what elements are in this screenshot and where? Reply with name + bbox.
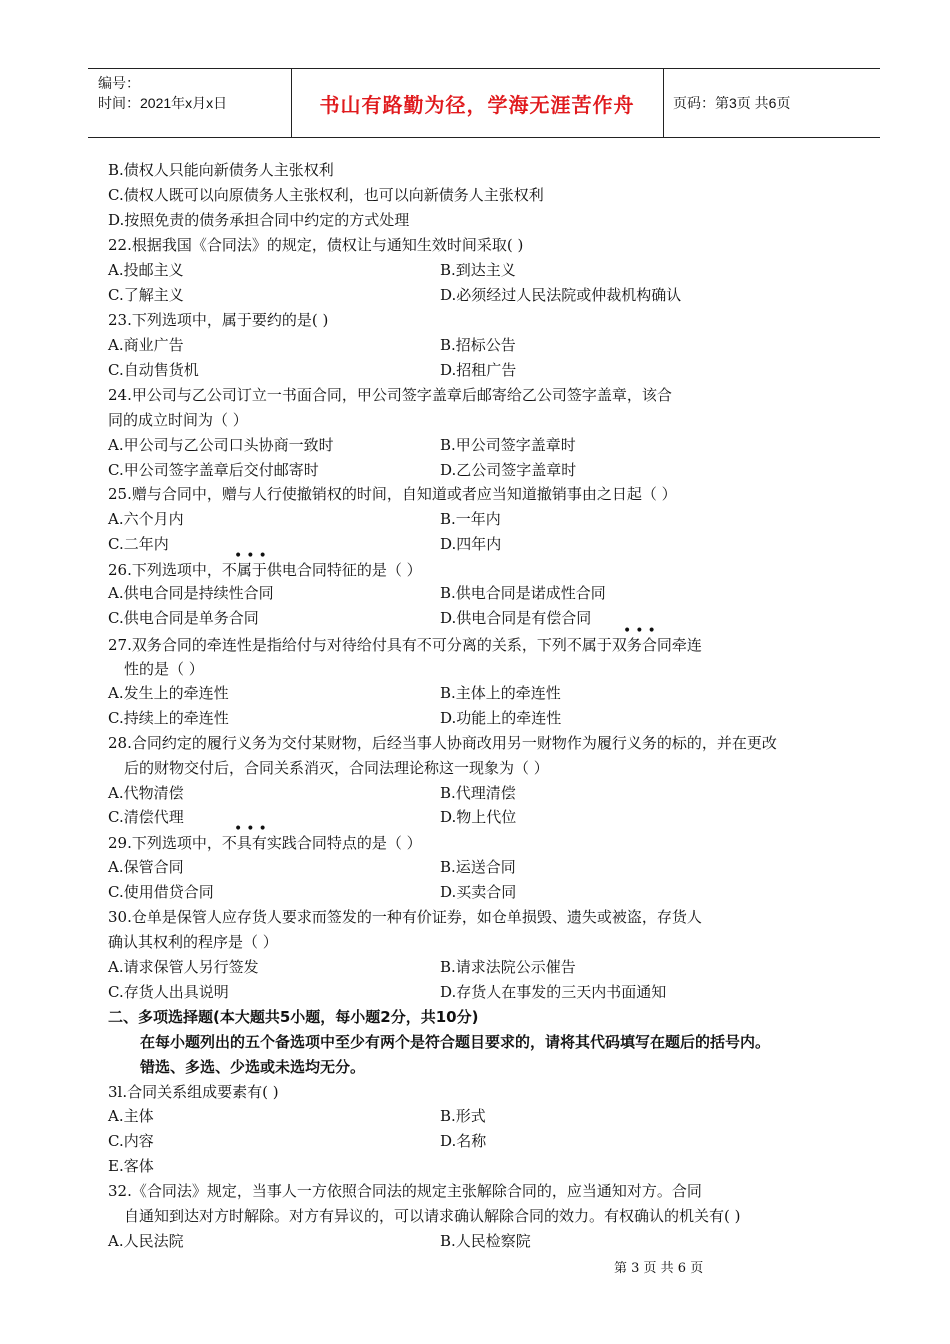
- option: B.人民检察院: [440, 1232, 531, 1250]
- emphasis-dots: •••: [623, 623, 660, 639]
- option: A.代物清偿: [108, 784, 184, 802]
- question-24: 24.甲公司与乙公司订立一书面合同，甲公司签字盖章后邮寄给乙公司签字盖章，该合: [108, 386, 672, 404]
- option: D.存货人在事发的三天内书面通知: [440, 983, 667, 1001]
- section-instructions: 在每小题列出的五个备选项中至少有两个是符合题目要求的，请将其代码填写在题后的括号内。: [140, 1033, 771, 1051]
- question-22: 22.根据我国《合同法》的规定，债权让与通知生效时间采取( ): [108, 236, 524, 254]
- option: C.使用借贷合同: [108, 883, 214, 901]
- text-line: D.按照免责的债务承担合同中约定的方式处理: [108, 211, 410, 229]
- question-25: 25.赠与合同中，赠与人行使撤销权的时间，自知道或者应当知道撤销事由之日起（ ）: [108, 485, 677, 503]
- option: B.请求法院公示催告: [440, 958, 576, 976]
- question-27: 27.双务合同的牵连性是指给付与对待给付具有不可分离的关系，下列不属于双务合同牵连: [108, 636, 702, 654]
- option: B.主体上的牵连性: [440, 684, 561, 702]
- section-instructions: 错选、多选、少选或未选均无分。: [140, 1058, 366, 1076]
- option: C.清偿代理: [108, 808, 184, 826]
- option: A.请求保管人另行签发: [108, 958, 259, 976]
- option: D.招租广告: [440, 361, 517, 379]
- motto: 书山有路勤为径，学海无涯苦作舟: [291, 69, 664, 137]
- emphasis-dots: •••: [234, 548, 271, 564]
- option: A.保管合同: [108, 858, 184, 876]
- option: B.到达主义: [440, 261, 516, 279]
- question-23: 23.下列选项中，属于要约的是( ): [108, 311, 329, 329]
- page-number-label: 页码：第3页 共6页: [673, 95, 791, 111]
- serial-label: 编号：: [98, 75, 140, 91]
- emphasis-dots: •••: [234, 821, 271, 837]
- section-heading: 二、多项选择题(本大题共5小题，每小题2分，共10分): [108, 1008, 479, 1026]
- option: B.形式: [440, 1107, 486, 1125]
- option: C.甲公司签字盖章后交付邮寄时: [108, 461, 319, 479]
- option: C.二年内: [108, 535, 169, 553]
- question-32: 32.《合同法》规定，当事人一方依照合同法的规定主张解除合同的，应当通知对方。合同: [108, 1182, 702, 1200]
- option: D.名称: [440, 1132, 487, 1150]
- option: B.供电合同是诺成性合同: [440, 584, 606, 602]
- option: B.甲公司签字盖章时: [440, 436, 576, 454]
- option: C.供电合同是单务合同: [108, 609, 259, 627]
- option: A.发生上的牵连性: [108, 684, 229, 702]
- option: C.内容: [108, 1132, 154, 1150]
- option: A.六个月内: [108, 510, 184, 528]
- option: D.功能上的牵连性: [440, 709, 562, 727]
- option: A.投邮主义: [108, 261, 184, 279]
- option: D.四年内: [440, 535, 502, 553]
- question-26: 26.下列选项中，不属于供电合同特征的是（ ）: [108, 561, 422, 579]
- question-28: 28.合同约定的履行义务为交付某财物，后经当事人协商改用另一财物作为履行义务的标的，并在更改: [108, 734, 777, 752]
- option: C.存货人出具说明: [108, 983, 229, 1001]
- option: C.自动售货机: [108, 361, 199, 379]
- option: B.一年内: [440, 510, 501, 528]
- text-line: 后的财物交付后，合同关系消灭，合同法理论称这一现象为（ ）: [124, 759, 549, 777]
- time-label: 时间：2021年x月x日: [98, 95, 228, 111]
- option: D.供电合同是有偿合同: [440, 609, 592, 627]
- option: C.了解主义: [108, 286, 184, 304]
- option: A.供电合同是持续性合同: [108, 584, 274, 602]
- text-line: 同的成立时间为（ ）: [108, 411, 248, 429]
- option: D.买卖合同: [440, 883, 517, 901]
- option: B.运送合同: [440, 858, 516, 876]
- text-line: C.债权人既可以向原债务人主张权利，也可以向新债务人主张权利: [108, 186, 544, 204]
- text-line: B.债权人只能向新债务人主张权利: [108, 161, 334, 179]
- page-footer: 第 3 页 共 6 页: [614, 1261, 704, 1276]
- option: C.持续上的牵连性: [108, 709, 229, 727]
- option: D.必须经过人民法院或仲裁机构确认: [440, 286, 682, 304]
- option: D.物上代位: [440, 808, 517, 826]
- option: A.商业广告: [108, 336, 184, 354]
- option: D.乙公司签字盖章时: [440, 461, 577, 479]
- text-line: 自通知到达对方时解除。对方有异议的，可以请求确认解除合同的效力。有权确认的机关有( ): [124, 1207, 741, 1225]
- question-30: 30.仓单是保管人应存货人要求而签发的一种有价证券，如仓单损毁、遗失或被盗，存货人: [108, 908, 702, 926]
- question-29: 29.下列选项中，不具有实践合同特点的是（ ）: [108, 834, 422, 852]
- text-line: 性的是（ ）: [124, 660, 204, 678]
- option: B.招标公告: [440, 336, 516, 354]
- question-31: 3l.合同关系组成要素有( ): [108, 1083, 279, 1101]
- option: B.代理清偿: [440, 784, 516, 802]
- option: E.客体: [108, 1157, 154, 1175]
- text-line: 确认其权利的程序是（ ）: [108, 933, 278, 951]
- option: A.主体: [108, 1107, 154, 1125]
- option: A.人民法院: [108, 1232, 184, 1250]
- option: A.甲公司与乙公司口头协商一致时: [108, 436, 334, 454]
